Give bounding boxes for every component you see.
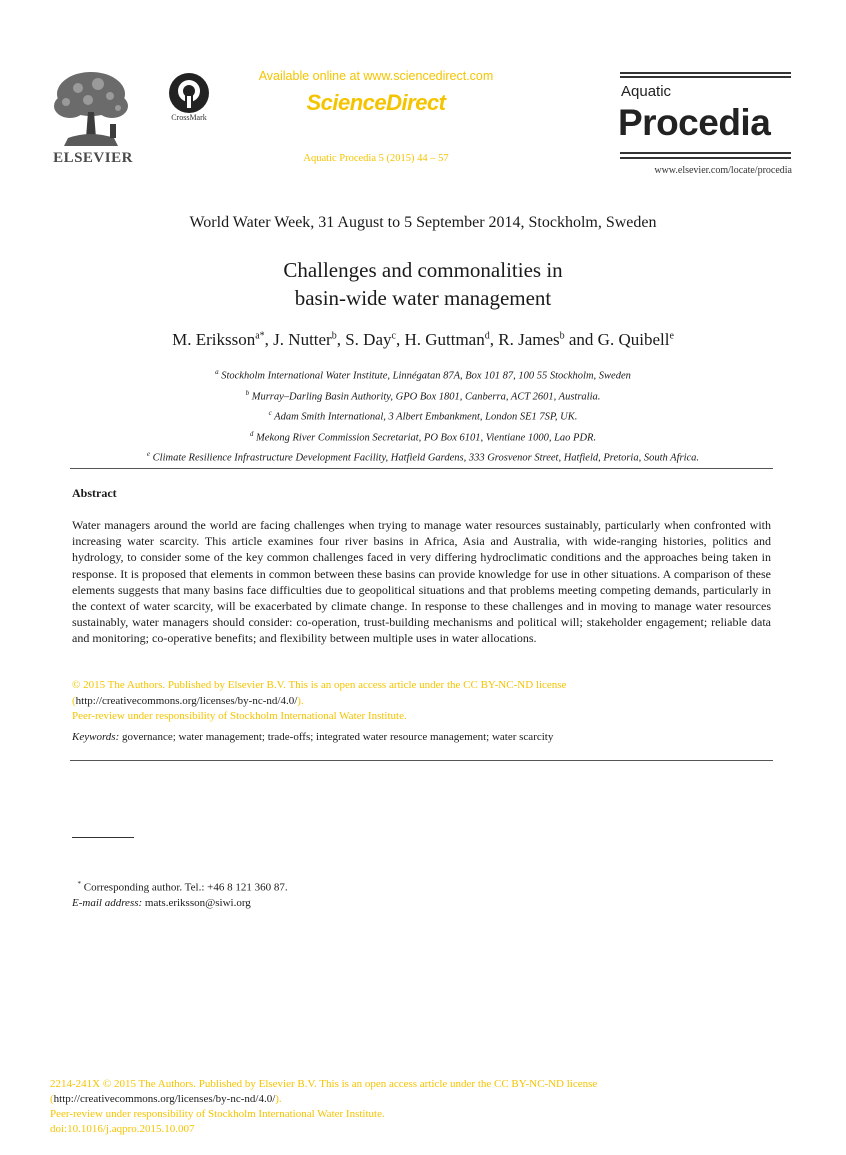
author: M. Eriksson$^{a*}$, [172, 330, 274, 349]
paper-title-line1: Challenges and commonalities in [283, 258, 563, 282]
license-statement: © 2015 The Authors. Published by Elsevier B.V. This is an open access article under the CC BY-NC-ND license [72, 679, 567, 691]
author: G. Quibell$^e$ [597, 330, 674, 349]
conference-line: World Water Week, 31 August to 5 September 2014, Stockholm, Sweden [189, 214, 657, 231]
affiliation: $^d$ Mekong River Commission Secretariat, PO Box 6101, Vientiane 1000, Lao PDR. [249, 429, 597, 443]
author: J. Nutter$^b$, [273, 330, 346, 349]
bottom-peer-review: Peer-review under responsibility of Stockholm International Water Institute. [50, 1108, 385, 1120]
peer-review-statement: Peer-review under responsibility of Stockholm International Water Institute. [72, 710, 407, 722]
keywords-line [72, 731, 771, 743]
affiliation: $^a$ Stockholm International Water Institute, Linnégatan 87A, Box 101 87, 100 55 Stockholm, Sweden [215, 368, 631, 382]
email-address[interactable]: mats.eriksson@siwi.org [142, 896, 251, 909]
masthead-rule-top-2 [620, 76, 791, 78]
footnote-rule [72, 837, 134, 838]
affiliation: $^e$ Climate Resilience Infrastructure Development Facility, Hatfield Gardens, 333 Grosvenor Street, Hatfield, Pretoria, South Africa. [146, 450, 700, 464]
journal-name-line2: Procedia [618, 102, 771, 143]
keywords-label: Keywords: [72, 731, 120, 743]
journal-citation: Aquatic Procedia 5 (2015) 44 – 57 [303, 153, 449, 164]
keywords-text: governance; water management; trade-offs; integrated water resource management; water scarcity [119, 731, 554, 743]
sciencedirect-logo: ScienceDirect [306, 90, 446, 115]
issn-license-statement: 2214-241X © 2015 The Authors. Published by Elsevier B.V. This is an open access article under the CC BY-NC-ND license [50, 1078, 598, 1090]
abstract-rule-bottom [70, 760, 773, 761]
abstract-heading: Abstract [72, 486, 117, 500]
available-online-text[interactable]: Available online at www.sciencedirect.com [258, 69, 494, 83]
crossmark-icon[interactable] [168, 72, 210, 114]
masthead-rule-bottom-2 [620, 157, 791, 159]
affiliation-list [0, 364, 846, 467]
author: S. Day$^c$, [345, 330, 405, 349]
affiliation: $^c$ Adam Smith International, 3 Albert Embankment, London SE1 7SP, UK. [268, 409, 578, 423]
author: H. Guttman$^d$, [404, 330, 499, 349]
corresponding-author: * Corresponding author. Tel.: +46 8 121 360 87. [77, 880, 288, 894]
author-list [0, 330, 846, 350]
journal-url[interactable]: www.elsevier.com/locate/procedia [654, 165, 792, 176]
elsevier-tree-logo [48, 68, 134, 150]
bottom-license-link-line: (http://creativecommons.org/licenses/by-nc-nd/4.0/). [50, 1093, 282, 1105]
author: R. James$^b$ and [498, 330, 598, 349]
masthead-rule-bottom [620, 152, 791, 154]
footnote-block [72, 877, 288, 911]
license-block [72, 678, 771, 725]
affiliation: $^b$ Murray–Darling Basin Authority, GPO Box 1801, Canberra, ACT 2601, Australia. [245, 388, 601, 402]
paper-title [0, 256, 846, 312]
journal-name-line1: Aquatic [621, 83, 672, 100]
license-link[interactable]: http://creativecommons.org/licenses/by-nc-nd/4.0/ [75, 694, 298, 707]
abstract-rule-top [70, 468, 773, 469]
abstract-body: Water managers around the world are facing challenges when trying to manage water resources sustainably, particularly when confronted with increasing water scarcity. This article examines four river basins in Africa, Asia and Australia, with wide-ranging histories, politics and hydrology, to consider some of the key common challenges faced in very differing hydroclimatic conditions and the approaches being taken in response. It is proposed that elements in common between these basins can provide knowledge for use in other situations. A comparison of these elements suggests that many basins face difficulties due to geopolitical situations and that problems meeting competing demands, particularly in the context of water scarcity, will be exacerbated by climate change. In response to these challenges and in moving to manage water resources sustainably, water managers should consider: co-operation, trust-building mechanisms and political will; stakeholder engagement; reliable data and monitoring; co-operative benefits; and flexibility between multiple uses in water allocations. [72, 518, 771, 646]
email-line: E-mail address: mats.eriksson@siwi.org [72, 896, 251, 909]
masthead-rule-top [620, 72, 791, 74]
license-link-line: (http://creativecommons.org/licenses/by-nc-nd/4.0/). [72, 694, 304, 707]
bottom-copyright [50, 1077, 597, 1137]
paper-title-line2: basin-wide water management [294, 286, 552, 310]
publisher-name: ELSEVIER [53, 150, 133, 166]
bottom-license-link[interactable]: http://creativecommons.org/licenses/by-nc-nd/4.0/ [53, 1093, 276, 1105]
crossmark-label: CrossMark [171, 113, 207, 122]
doi[interactable]: doi:10.1016/j.aqpro.2015.10.007 [50, 1123, 195, 1135]
